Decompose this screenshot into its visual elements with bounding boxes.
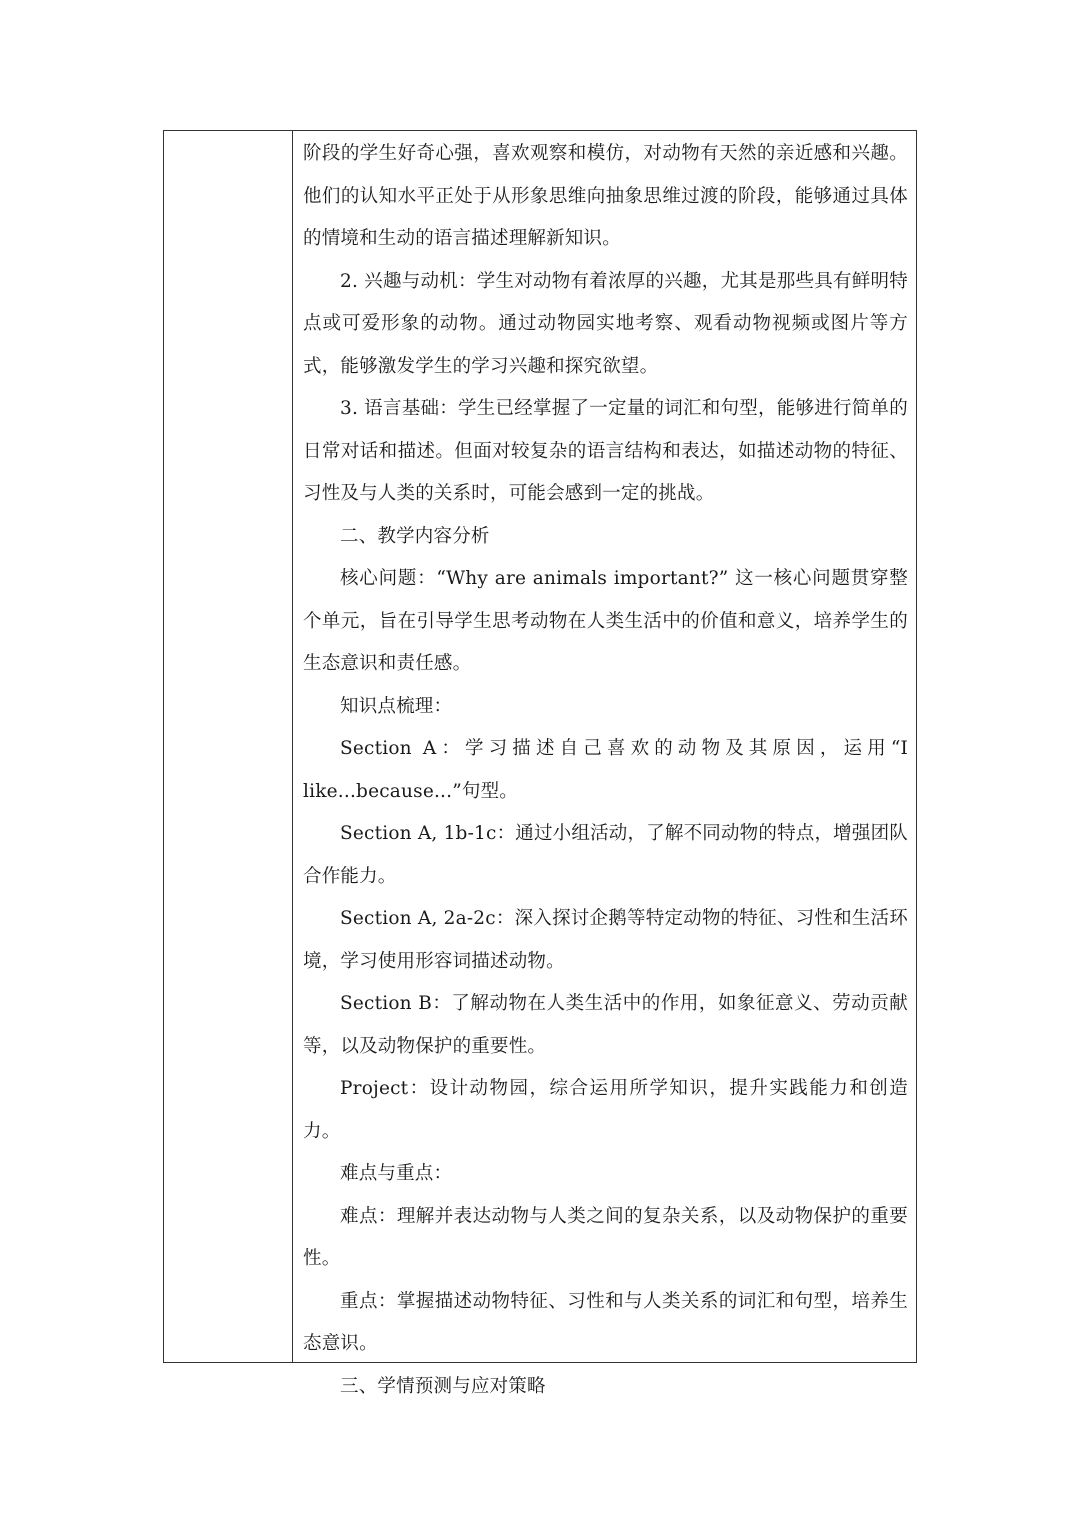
paragraph-focus: 重点：掌握描述动物特征、习性和与人类关系的词汇和句型，培养生态意识。 bbox=[303, 1290, 908, 1354]
paragraph-language-foundation: 3. 语言基础：学生已经掌握了一定量的词汇和句型，能够进行简单的日常对话和描述。但面对较复杂的语言结构和表达，如描述动物的特征、习性及与人类的关系时，可能会感到一定的挑战。 bbox=[303, 398, 908, 504]
lesson-plan-table bbox=[163, 130, 917, 1397]
paragraph-section-a: Section A：学习描述自己喜欢的动物及其原因，运用“I like...because...”句型。 bbox=[303, 738, 908, 802]
subheading-knowledge-points: 知识点梳理： bbox=[340, 695, 453, 717]
paragraph-core-question: 核心问题：“Why are animals important?” 这一核心问题贯穿整个单元，旨在引导学生思考动物在人类生活中的价值和意义，培养学生的生态意识和责任感。 bbox=[303, 568, 908, 674]
subheading-difficulties-focus: 难点与重点： bbox=[340, 1163, 453, 1184]
table-label-cell bbox=[164, 131, 293, 1362]
paragraph-section-a-2a-2c: Section A, 2a-2c：深入探讨企鹅等特定动物的特征、习性和生活环境，学习使用形容词描述动物。 bbox=[303, 908, 908, 972]
section-heading-content-analysis: 二、教学内容分析 bbox=[340, 525, 490, 547]
paragraph-interest-motivation: 2. 兴趣与动机：学生对动物有着浓厚的兴趣，尤其是那些具有鲜明特点或可爱形象的动物。通过动物园实地考察、观看动物视频或图片等方式，能够激发学生的学习兴趣和探究欲望。 bbox=[303, 270, 908, 377]
section-heading-learning-prediction: 三、学情预测与应对策略 bbox=[340, 1375, 546, 1397]
paragraph-difficulty: 难点：理解并表达动物与人类之间的复杂关系，以及动物保护的重要性。 bbox=[303, 1205, 908, 1269]
paragraph-section-b: Section B：了解动物在人类生活中的作用，如象征意义、劳动贡献等，以及动物保护的重要性。 bbox=[303, 993, 908, 1057]
paragraph-project: Project：设计动物园，综合运用所学知识，提升实践能力和创造力。 bbox=[303, 1078, 908, 1142]
table-content-cell bbox=[293, 131, 916, 1397]
paragraph-section-a-1b-1c: Section A, 1b-1c：通过小组活动，了解不同动物的特点，增强团队合作能力。 bbox=[303, 823, 908, 887]
paragraph-student-traits: 阶段的学生好奇心强，喜欢观察和模仿，对动物有天然的亲近感和兴趣。他们的认知水平正处于从形象思维向抽象思维过渡的阶段，能够通过具体的情境和生动的语言描述理解新知识。 bbox=[303, 143, 908, 249]
